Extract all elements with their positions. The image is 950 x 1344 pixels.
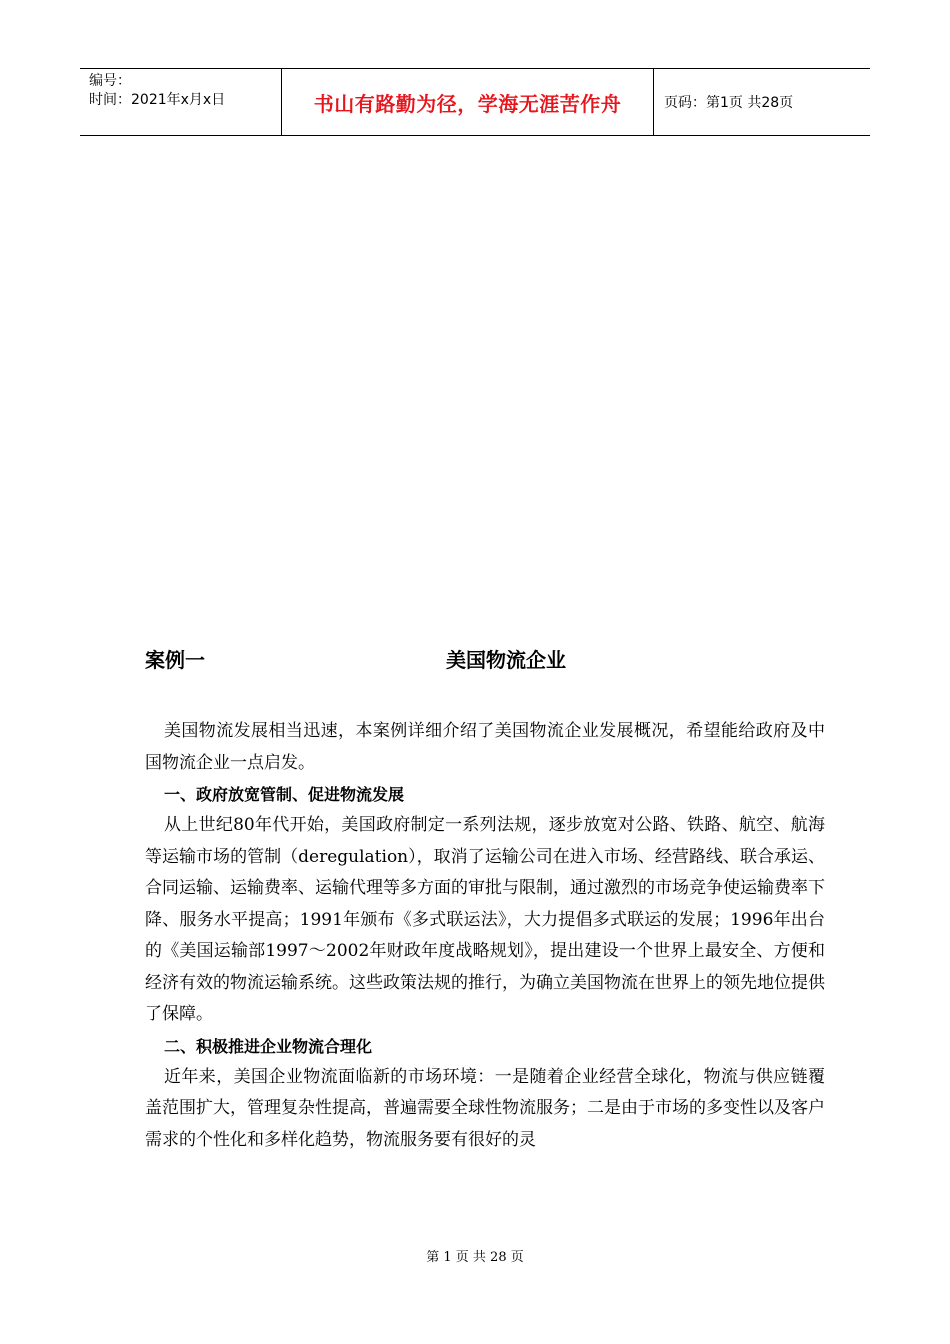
motto-cell <box>282 69 654 135</box>
number-label: 编号： <box>89 73 131 89</box>
case-title-row <box>145 644 845 674</box>
case-title: 美国物流企业 <box>446 648 566 672</box>
section1-paragraph: 从上世纪80年代开始，美国政府制定一系列法规，逐步放宽对公路、铁路、航空、航海等运输市场的管制（deregulation），取消了运输公司在进入市场、经营路线、联合承运、合同运输、运输费率、运输代理等多方面的审批与限制，通过激烈的市场竞争使运输费率下降、服务水平提高；1991年颁布《多式联运法》，大力提倡多式联运的发展；1996年出台的《美国运输部1997～2002年财政年度战略规划》，提出建设一个世界上最安全、方便和经济有效的物流运输系统。这些政策法规的推行，为确立美国物流在世界上的领先地位提供了保障。 <box>145 815 825 1024</box>
intro-paragraph: 美国物流发展相当迅速，本案例详细介绍了美国物流企业发展概况，希望能给政府及中国物流企业一点启发。 <box>145 721 825 773</box>
section1-heading: 一、政府放宽管制、促进物流发展 <box>164 785 405 804</box>
header-table <box>80 68 870 136</box>
page-number-cell <box>654 69 870 135</box>
motto-text: 书山有路勤为径，学海无涯苦作舟 <box>313 91 622 116</box>
page-number-label: 页码：第1页 共28页 <box>664 95 794 111</box>
case-label: 案例一 <box>145 648 205 672</box>
section2-heading: 二、积极推进企业物流合理化 <box>164 1036 373 1056</box>
footer-page-number: 第 1 页 共 28 页 <box>426 1250 524 1265</box>
section2-paragraph: 近年来，美国企业物流面临新的市场环境：一是随着企业经营全球化，物流与供应链覆盖范围扩大，管理复杂性提高，普遍需要全球性物流服务；二是由于市场的多变性以及客户需求的个性化和多样化趋势，物流服务要有很好的灵 <box>145 1066 825 1150</box>
document-body <box>145 716 825 1156</box>
header-info-cell <box>80 69 282 135</box>
time-label: 时间：2021年x月x日 <box>89 92 226 108</box>
page-footer <box>0 1246 950 1265</box>
